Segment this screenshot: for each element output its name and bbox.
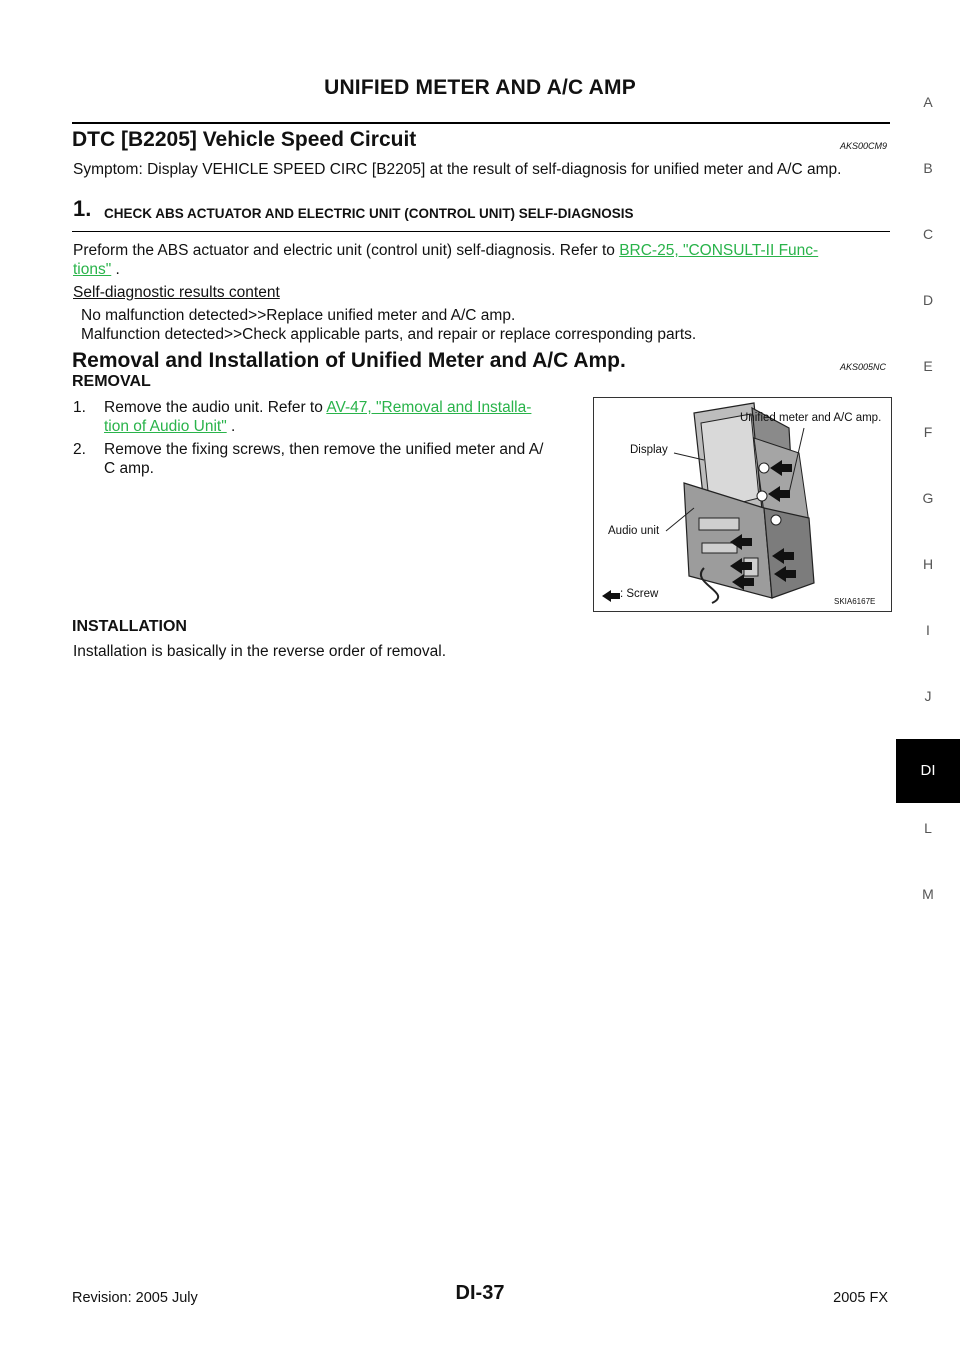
removal-step-2-line2: C amp.	[104, 460, 154, 477]
removal-step-2-number: 2.	[73, 441, 86, 458]
footer-model: 2005 FX	[833, 1290, 888, 1306]
step-number: 1.	[73, 196, 92, 221]
label-display: Display	[630, 444, 668, 456]
step-rule	[72, 231, 890, 232]
section-title-dtc: DTC [B2205] Vehicle Speed Circuit	[72, 128, 417, 151]
side-tab-f[interactable]: F	[923, 424, 933, 440]
footer-page-number: DI-37	[455, 1282, 505, 1304]
removal-step-1-number: 1.	[73, 399, 86, 416]
side-tab-l[interactable]: L	[924, 820, 932, 836]
installation-heading: INSTALLATION	[72, 618, 187, 635]
step-title: CHECK ABS ACTUATOR AND ELECTRIC UNIT (CONTROL UNIT) SELF-DIAGNOSIS	[104, 206, 634, 221]
side-tab-g[interactable]: G	[922, 490, 934, 506]
step-instructions	[73, 241, 891, 279]
label-screw: : Screw	[620, 588, 659, 600]
removal-step-2-line1: Remove the fixing screws, then remove the unified meter and A/	[104, 441, 544, 458]
side-tab-j[interactable]: J	[924, 688, 932, 704]
section-code-removal: AKS005NC	[840, 362, 887, 372]
section-code-dtc: AKS00CM9	[840, 141, 888, 151]
brc-25-link[interactable]: BRC-25, "CONSULT-II Func-	[619, 242, 819, 259]
section-title-removal: Removal and Installation of Unified Meter and A/C Amp.	[72, 349, 626, 372]
removal-figure	[593, 397, 892, 612]
removal-step-1	[104, 398, 584, 436]
label-audio-unit: Audio unit	[608, 525, 660, 537]
side-tab-di-active[interactable]: DI	[896, 739, 960, 803]
removal-step-1-end: .	[226, 418, 236, 435]
installation-text: Installation is basically in the reverse order of removal.	[73, 643, 447, 660]
side-tab-a[interactable]: A	[923, 94, 933, 110]
removal-heading: REMOVAL	[72, 373, 151, 390]
results-heading: Self-diagnostic results content	[73, 284, 280, 301]
result-ng: Malfunction detected>>Check applicable parts, and repair or replace corresponding parts.	[81, 326, 697, 343]
brc-25-link-continued[interactable]: tions"	[73, 261, 112, 278]
side-tab-b[interactable]: B	[923, 160, 933, 176]
side-tab-e[interactable]: E	[923, 358, 933, 374]
header-rule	[72, 122, 890, 124]
side-tab-h[interactable]: H	[922, 556, 934, 572]
page-header-title: UNIFIED METER AND A/C AMP	[324, 76, 636, 99]
label-unified-meter: Unified meter and A/C amp.	[740, 412, 882, 424]
step-instructions-end: .	[111, 261, 120, 278]
footer-revision: Revision: 2005 July	[72, 1290, 198, 1306]
figure-id: SKIA6167E	[834, 597, 876, 606]
av-47-link[interactable]: AV-47, "Removal and Installa-	[326, 399, 532, 416]
side-tab-d[interactable]: D	[922, 292, 934, 308]
removal-step-2	[104, 440, 589, 478]
step-instructions-text: Preform the ABS actuator and electric unit (control unit) self-diagnosis. Refer to	[73, 242, 620, 259]
unit-illustration	[594, 398, 891, 611]
side-tab-c[interactable]: C	[922, 226, 934, 242]
removal-step-1-text: Remove the audio unit. Refer to	[104, 399, 327, 416]
side-tab-i[interactable]: I	[926, 622, 930, 638]
av-47-link-continued[interactable]: tion of Audio Unit"	[104, 418, 227, 435]
symptom-text: Symptom: Display VEHICLE SPEED CIRC [B2205] at the result of self-diagnosis for unified meter and A/C amp.	[73, 161, 842, 178]
result-ok: No malfunction detected>>Replace unified meter and A/C amp.	[81, 307, 516, 324]
side-tab-m[interactable]: M	[922, 886, 934, 902]
